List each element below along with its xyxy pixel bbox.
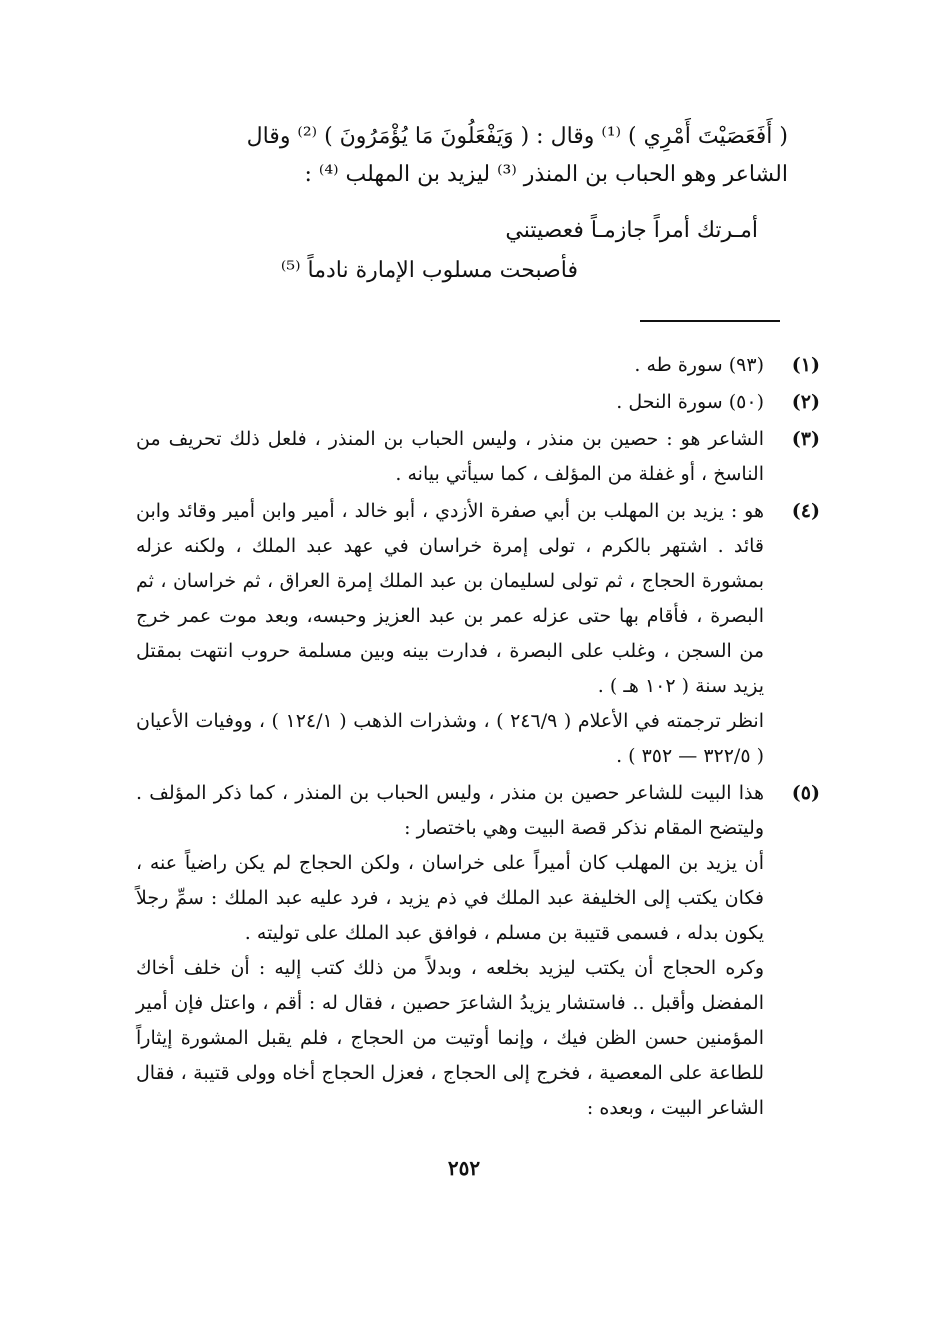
footnote-paragraph: (٩٣) سورة طه .	[634, 354, 764, 376]
page-number: ٢٥٢	[447, 1156, 481, 1180]
footnote-body	[136, 776, 764, 1126]
footnote-body	[136, 494, 764, 774]
footnote-body	[136, 385, 764, 420]
footnote-paragraph: الشاعر هو : حصين بن منذر ، وليس الحباب بن المنذر ، فلعل ذلك تحريف من الناسخ ، أو غفلة من المؤلف ، كما سيأتي بيانه .	[136, 428, 764, 485]
footnote-4	[136, 494, 820, 774]
footnote-3	[136, 422, 820, 492]
footnote-paragraph: هذا البيت للشاعر حصين بن منذر ، وليس الحباب بن المنذر ، كما ذكر المؤلف . وليتضح المقام نذكر قصة البيت وهي باختصار :	[136, 782, 764, 839]
footnote-number: (٣)	[791, 428, 820, 450]
footnote-number: (٤)	[791, 500, 820, 522]
footnote-paragraph: (٥٠) سورة النحل .	[616, 391, 764, 413]
main-text-line-1: ( أَفَعَصَيْتَ أَمْرِي ) ⁽¹⁾ وقال : ( وَيَفْعَلُونَ مَا يُؤْمَرُونَ ) ⁽²⁾ وقال	[246, 124, 788, 149]
verse-hemistich-1: أمـرتك أمراً جازمـاً فعصيتني	[505, 218, 758, 243]
main-text	[136, 118, 788, 194]
footnote-separator	[640, 320, 780, 322]
footnote-paragraph: هو : يزيد بن المهلب بن أبي صفرة الأزدي ، أبو خالد ، أمير وابن أمير وقائد وابن قائد . اشتهر بالكرم ، تولى إمرة خراسان في عهد عبد الملك ، ولكنه عزله بمشورة الحجاج ، ثم تولى لسليمان بن عبد الملك إمرة العراق ، ثم خراسان ، ثم البصرة ، فأقام بها حتى عزله عمر بن عبد العزيز وحبسه، وبعد موت عمر خرج من السجن ، وغلب على البصرة ، فدارت بينه وبين مسلمة حروب انتهت بمقتل يزيد سنة ( ١٠٢ هـ ) .	[136, 500, 764, 697]
footnote-body	[136, 422, 764, 492]
verse-hemistich-2: فأصبحت مسلوب الإمارة نادماً ⁽⁵⁾	[280, 258, 578, 283]
footnote-number: (١)	[791, 354, 820, 376]
footnote-paragraph: أن يزيد بن المهلب كان أميراً على خراسان ، ولكن الحجاج لم يكن راضياً عنه ، فكان يكتب إلى الخليفة عبد الملك في ذم يزيد ، فرد عليه عبد الملك : سمِّ رجلاً يكون بدله ، فسمى قتيبة بن مسلم ، فوافق عبد الملك على توليته .	[136, 852, 764, 944]
footnote-5	[136, 776, 820, 1126]
footnote-paragraph: وكره الحجاج أن يكتب ليزيد بخلعه ، وبدلاً من ذلك كتب إليه : أن خلف أخاك المفضل وأقبل .. فاستشار يزيدُ الشاعرَ حصين ، فقال له : أقم ، واعتل فإن أمير المؤمنين حسن الظن فيك ، وإنما أوتيت من الحجاج ، فلم يقبل المشورة إيثاراً للطاعة على المعصية ، فخرج إلى الحجاج ، فعزل الحجاج أخاه وولى قتيبة ، فقال الشاعر البيت ، وبعده :	[136, 957, 764, 1119]
footnotes	[136, 348, 820, 1128]
main-text-line-2: الشاعر وهو الحباب بن المنذر ⁽³⁾ ليزيد بن المهلب ⁽⁴⁾ :	[304, 162, 788, 187]
footnote-paragraph: انظر ترجمته في الأعلام ( ٢٤٦/٩ ) ، وشذرات الذهب ( ١٢٤/١ ) ، ووفيات الأعيان ( ٣٢٢/٥ — ٣٥٢ ) .	[136, 710, 764, 767]
footnote-number: (٢)	[791, 391, 820, 413]
footnote-number: (٥)	[791, 782, 820, 804]
footnote-2	[136, 385, 820, 420]
footnote-1	[136, 348, 820, 383]
footnote-body	[136, 348, 764, 383]
